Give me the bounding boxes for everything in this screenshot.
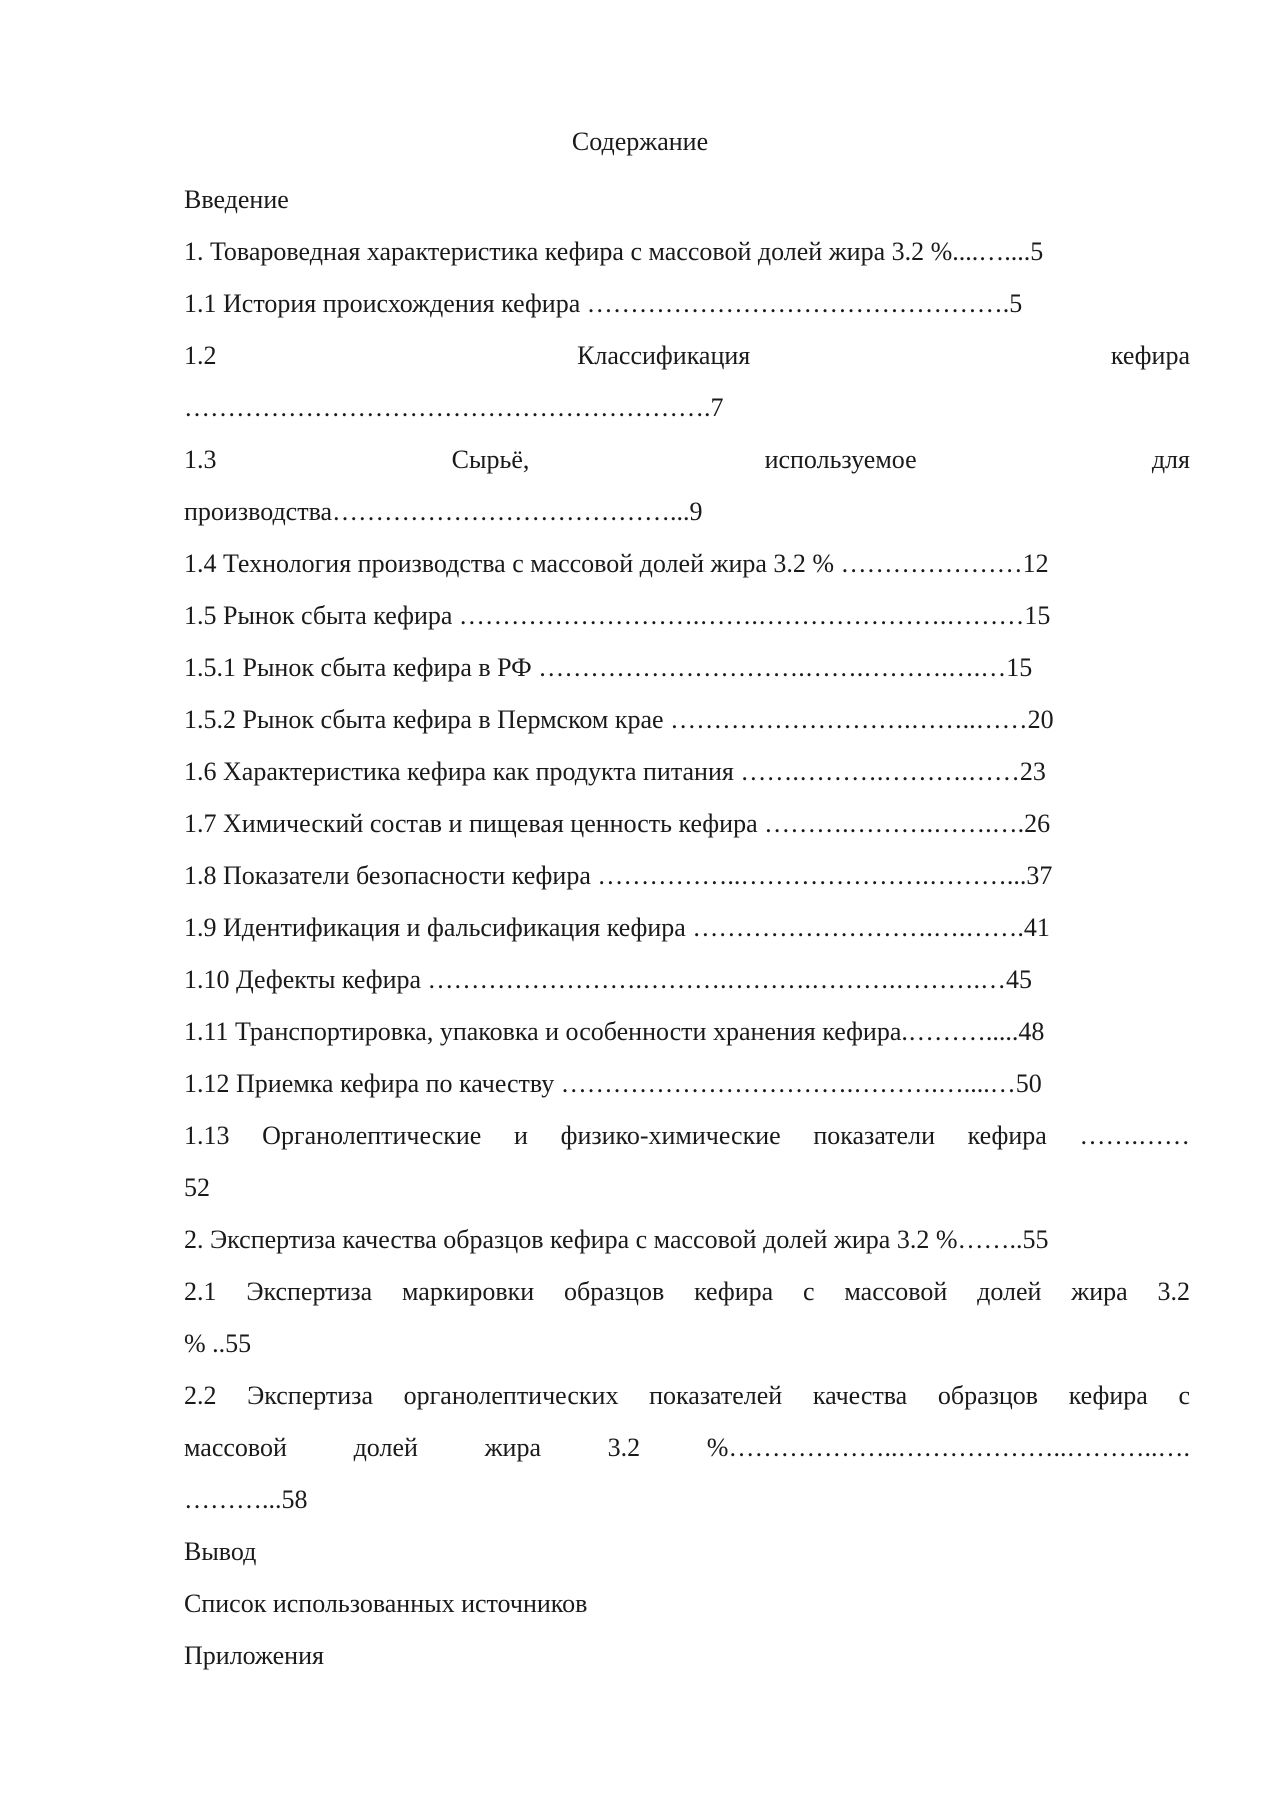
toc-word: кефира	[1110, 341, 1190, 370]
toc-entry-1-12: 1.12 Приемка кефира по качеству …………………………….……….…....…50	[184, 1069, 1042, 1098]
toc-word: используемое	[764, 445, 917, 474]
toc-word: Сырьё,	[451, 445, 530, 474]
toc-word: для	[1151, 445, 1190, 474]
toc-word: 1.2	[184, 341, 217, 370]
toc-entry-1-13	[184, 1110, 1190, 1162]
toc-word: долей	[977, 1277, 1042, 1306]
toc-entry-1-5: 1.5 Рынок сбыта кефира ……………………….…….………………….………15	[184, 601, 1051, 630]
toc-entry-conclusion: Вывод	[184, 1537, 257, 1566]
toc-word: Экспертиза	[247, 1381, 373, 1410]
toc-word: Экспертиза	[246, 1277, 373, 1306]
toc-word: 3.2	[607, 1433, 641, 1462]
toc-word: 3.2	[1157, 1277, 1190, 1306]
toc-entry-1-10: 1.10 Дефекты кефира …………………….……….……….……….……….…45	[184, 965, 1033, 994]
toc-word: образцов	[564, 1277, 665, 1306]
toc-entry-1-8: 1.8 Показатели безопасности кефира ……………..………………….………...37	[184, 861, 1053, 890]
toc-word: %………………..………………..………..….	[706, 1433, 1190, 1462]
toc-entry-2-1-continuation: % ..55	[184, 1329, 252, 1358]
toc-entry-1-9: 1.9 Идентификация и фальсификация кефира ……………………….….…….41	[184, 913, 1050, 942]
toc-word: кефира	[1068, 1381, 1148, 1410]
toc-entry-1-1: 1.1 История происхождения кефира ………………………………………….5	[184, 289, 1023, 318]
toc-entry-1-11: 1.11 Транспортировка, упаковка и особенности хранения кефира.……….....48	[184, 1017, 1045, 1046]
toc-word: с	[803, 1277, 815, 1306]
toc-word: качества	[812, 1381, 908, 1410]
toc-word: долей	[353, 1433, 418, 1462]
toc-entry-introduction: Введение	[184, 185, 289, 214]
toc-word: органолептических	[403, 1381, 619, 1410]
toc-title: Содержание	[571, 127, 709, 156]
toc-word: и	[514, 1121, 528, 1150]
toc-word: с	[1178, 1381, 1190, 1410]
toc-word: массовой	[844, 1277, 948, 1306]
toc-word: Органолептические	[262, 1121, 482, 1150]
toc-entry-2-2-continuation: ………...58	[184, 1485, 308, 1514]
toc-word: жира	[484, 1433, 541, 1462]
toc-word: 2.2	[184, 1381, 217, 1410]
toc-entry-1-13-continuation: 52	[184, 1173, 210, 1202]
toc-entry-1: 1. Товароведная характеристика кефира с массовой долей жира 3.2 %....…....5	[184, 237, 1044, 266]
toc-entry-references: Список использованных источников	[184, 1589, 588, 1618]
toc-entry-1-2	[184, 330, 1190, 382]
toc-entry-1-6: 1.6 Характеристика кефира как продукта питания …….……….……….……23	[184, 757, 1046, 786]
toc-entry-2: 2. Экспертиза качества образцов кефира с массовой долей жира 3.2 %……..55	[184, 1225, 1049, 1254]
toc-word: 2.1	[184, 1277, 217, 1306]
toc-entry-1-5-2: 1.5.2 Рынок сбыта кефира в Пермском крае ……………………….……..……20	[184, 705, 1054, 734]
toc-entry-1-3	[184, 434, 1190, 486]
toc-word: физико-химические	[560, 1121, 781, 1150]
toc-word: 1.13	[184, 1121, 230, 1150]
toc-entry-appendices: Приложения	[184, 1641, 324, 1670]
toc-word: массовой	[184, 1433, 287, 1462]
toc-entry-1-3-continuation: производства…………………………………...9	[184, 497, 703, 526]
toc-word: показатели	[813, 1121, 935, 1150]
toc-word: 1.3	[184, 445, 217, 474]
toc-entry-1-5-1: 1.5.1 Рынок сбыта кефира в РФ ………………………….…….……….….…15	[184, 653, 1033, 682]
toc-word: показателей	[649, 1381, 783, 1410]
toc-entry-2-1	[184, 1266, 1190, 1318]
toc-entry-1-4: 1.4 Технология производства с массовой долей жира 3.2 % …………………12	[184, 549, 1049, 578]
toc-word: маркировки	[402, 1277, 535, 1306]
toc-word: …….……	[1079, 1121, 1190, 1150]
toc-word: Классификация	[577, 341, 751, 370]
toc-word: образцов	[937, 1381, 1039, 1410]
toc-entry-2-2-line-2	[184, 1422, 1190, 1474]
toc-word: жира	[1071, 1277, 1128, 1306]
toc-entry-1-2-continuation: …………………………………………………….7	[184, 393, 724, 422]
toc-word: кефира	[694, 1277, 774, 1306]
toc-entry-2-2	[184, 1370, 1190, 1422]
toc-word: кефира	[967, 1121, 1047, 1150]
toc-list	[184, 174, 1190, 1682]
toc-entry-1-7: 1.7 Химический состав и пищевая ценность кефира ……….……….…….….26	[184, 809, 1051, 838]
